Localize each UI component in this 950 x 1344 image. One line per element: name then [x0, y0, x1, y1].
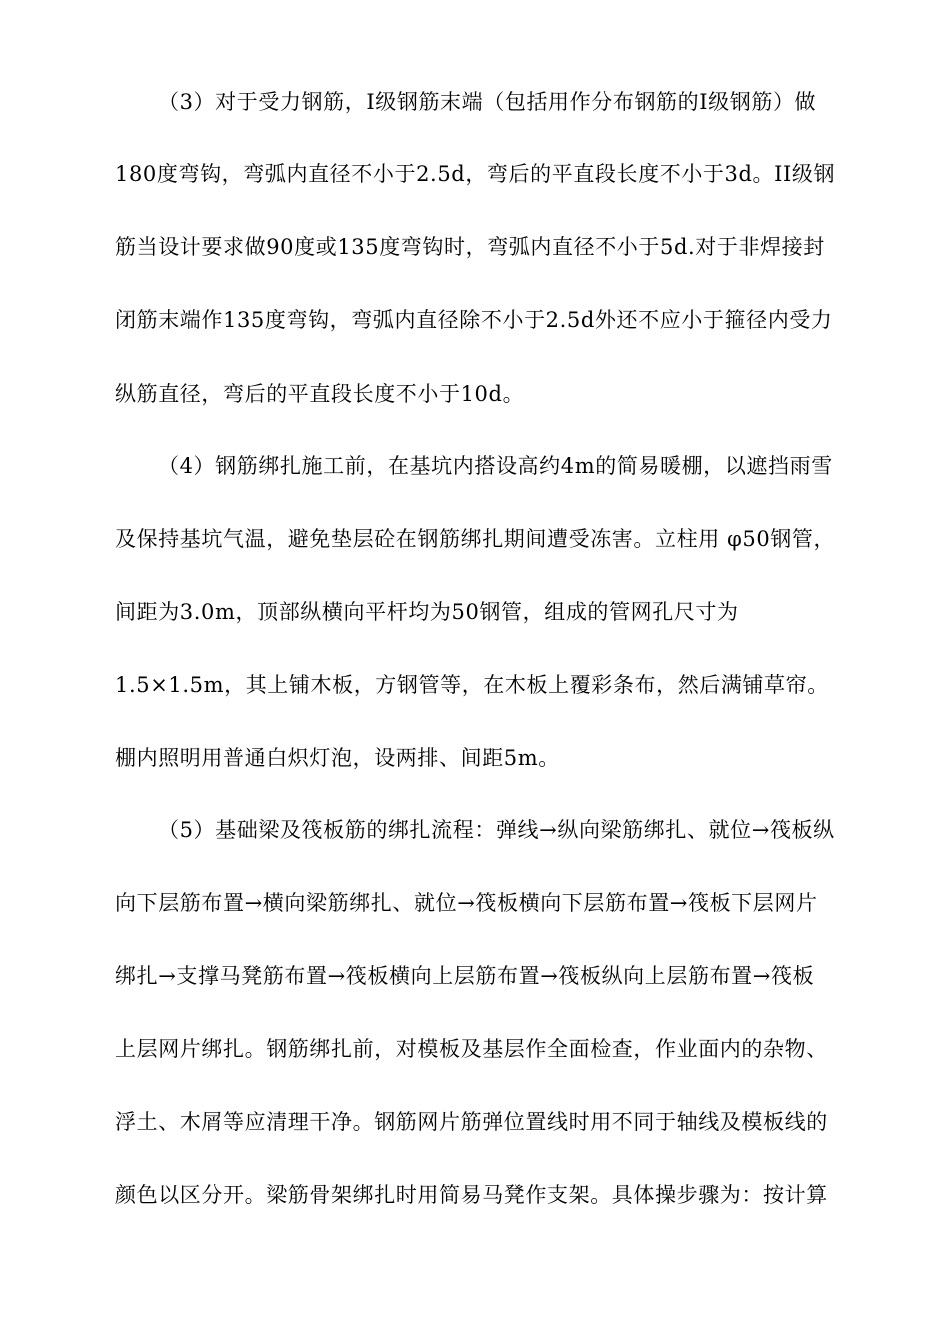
- paragraph-4-line-2: 及保持基坑气温，避免垫层砼在钢筋绑扎期间遭受冻害。立柱用 φ50钢管，: [115, 527, 836, 551]
- paragraph-5-line-3: 绑扎→支撑马凳筋布置→筏板横向上层筋布置→筏板纵向上层筋布置→筏板: [115, 964, 815, 988]
- paragraph-5-line-4: 上层网片绑扎。钢筋绑扎前，对模板及基层作全面检查，作业面内的杂物、: [115, 1037, 828, 1061]
- paragraph-3-line-4: 闭筋末端作135度弯钩，弯弧内直径除不小于2.5d外还不应小于箍径内受力: [115, 308, 833, 332]
- paragraph-4-line-3: 间距为3.0m，顶部纵横向平杆均为50钢管，组成的管网孔尺寸为: [115, 600, 739, 624]
- paragraph-3-line-5: 纵筋直径，弯后的平直段长度不小于10d。: [115, 382, 525, 406]
- paragraph-3-line-3: 筋当设计要求做90度或135度弯钩时，弯弧内直径不小于5d.对于非焊接封: [115, 235, 825, 259]
- paragraph-4-line-4: 1.5×1.5m，其上铺木板，方钢管等，在木板上覆彩条布，然后满铺草帘。: [115, 673, 829, 697]
- paragraph-3-line-1: （3）对于受力钢筋，I级钢筋末端（包括用作分布钢筋的I级钢筋）做: [158, 90, 817, 114]
- paragraph-4-line-5: 棚内照明用普通白炽灯泡，设两排、间距5m。: [115, 746, 560, 770]
- paragraph-3-line-2: 180度弯钩，弯弧内直径不小于2.5d，弯后的平直段长度不小于3d。II级钢: [115, 162, 836, 186]
- paragraph-5-line-5: 浮土、木屑等应清理干净。钢筋网片筋弹位置线时用不同于轴线及模板线的: [115, 1110, 828, 1134]
- paragraph-5-line-1: （5）基础梁及筏板筋的绑扎流程：弹线→纵向梁筋绑扎、就位→筏板纵: [158, 818, 835, 842]
- paragraph-5-line-2: 向下层筋布置→横向梁筋绑扎、就位→筏板横向下层筋布置→筏板下层网片: [115, 891, 818, 915]
- paragraph-4-line-1: （4）钢筋绑扎施工前，在基坑内搭设高约4m的简易暖棚，以遮挡雨雪: [158, 454, 833, 478]
- paragraph-5-line-6: 颜色以区分开。梁筋骨架绑扎时用简易马凳作支架。具体操步骤为：按计算: [115, 1183, 828, 1207]
